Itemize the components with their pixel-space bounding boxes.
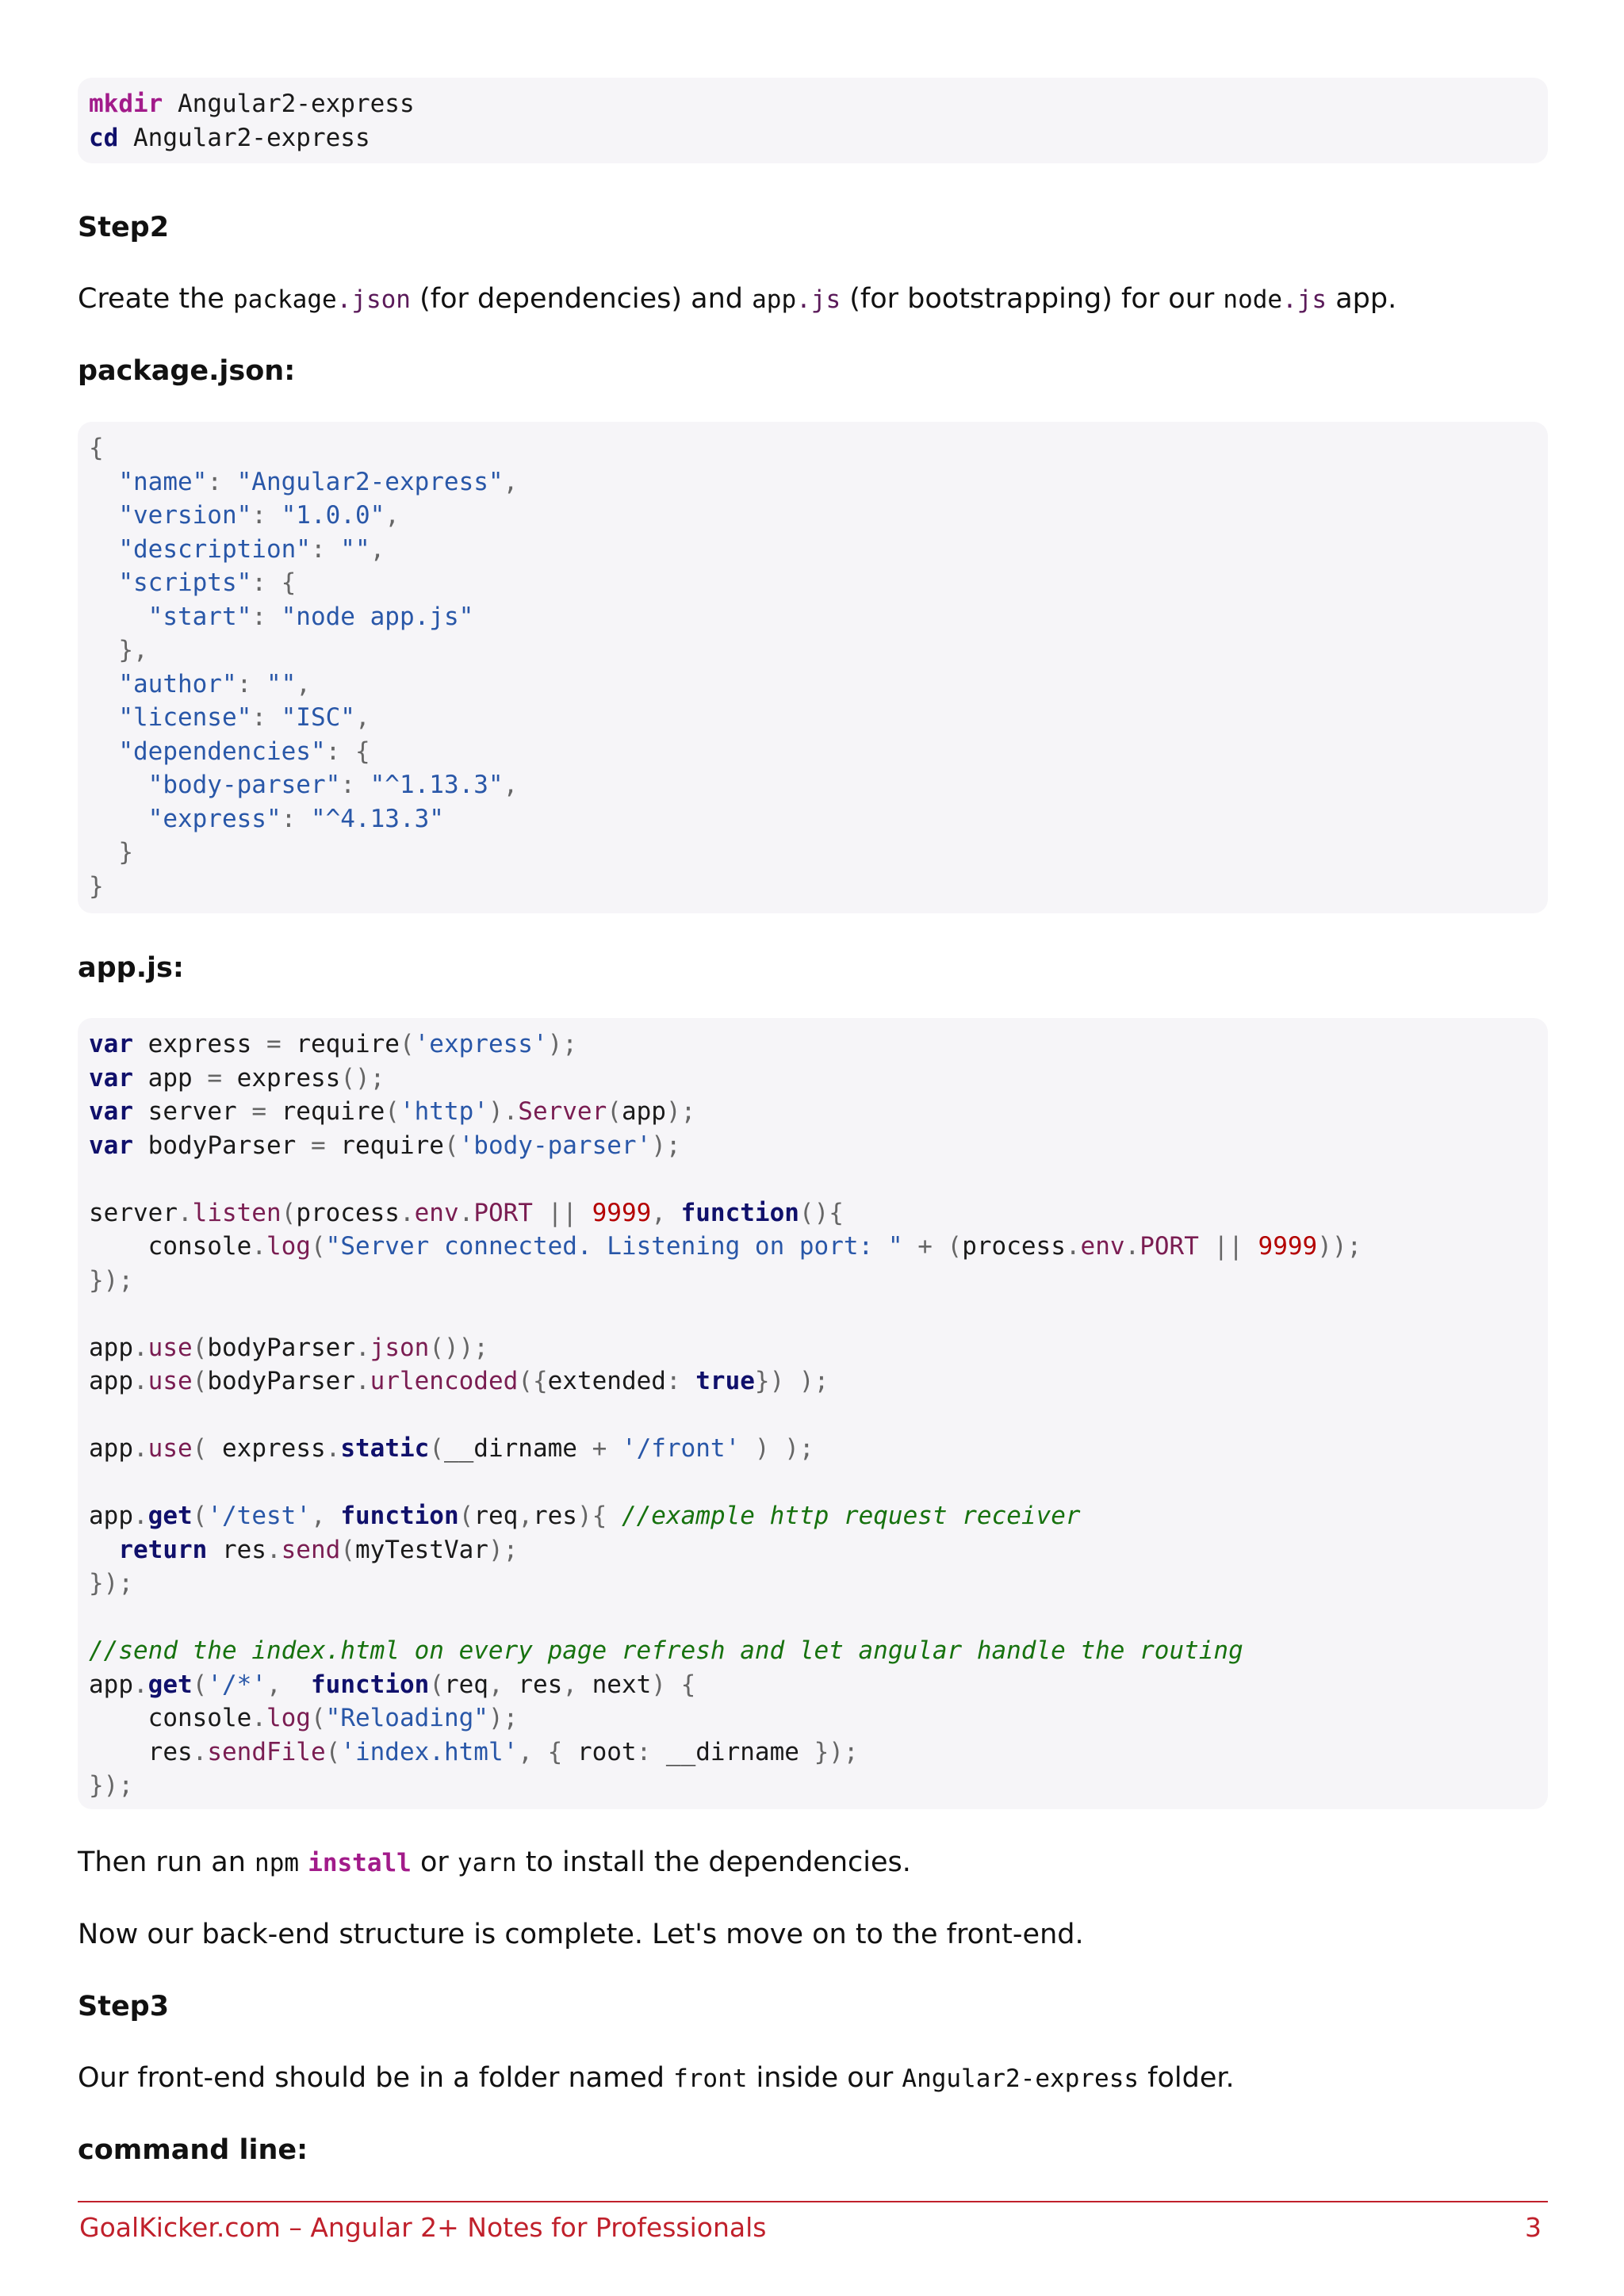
code-token: var (89, 1063, 133, 1093)
code-line (89, 499, 1537, 533)
code-token: ( (458, 1502, 474, 1530)
inline-code: Angular2-express (902, 2064, 1139, 2093)
code-token: "version" (118, 501, 252, 530)
code-token: ()); (429, 1333, 488, 1362)
code-token: var (89, 1131, 133, 1160)
code-token: __dirname (443, 1434, 592, 1463)
code-block-mkdir[interactable] (78, 78, 1548, 163)
code-token: . (399, 1198, 415, 1227)
code-line (89, 1027, 1537, 1062)
code-token (89, 1536, 118, 1564)
code-token: use (147, 1434, 193, 1463)
code-line (89, 1735, 1537, 1770)
code-token: . (133, 1333, 148, 1362)
code-line (89, 1399, 1537, 1433)
code-token: ( (340, 1535, 355, 1564)
text-segment: or (411, 1846, 458, 1878)
code-token: json (370, 1333, 430, 1362)
code-token: . (251, 1704, 266, 1732)
code-token: ( (399, 1030, 415, 1058)
code-token: ( (192, 1434, 222, 1463)
code-token: . (251, 1232, 266, 1261)
code-line (89, 1634, 1537, 1668)
code-token: }); (814, 1737, 859, 1766)
inline-code: .js (796, 285, 841, 314)
page-number: 3 (1525, 2212, 1542, 2243)
code-line (89, 633, 1537, 668)
code-token: . (354, 1333, 370, 1362)
code-token: 'http' (399, 1097, 488, 1126)
code-token: : (340, 771, 370, 799)
code-line (89, 1364, 1537, 1399)
code-line (89, 1701, 1537, 1735)
code-line (89, 1466, 1537, 1500)
code-token: require (266, 1097, 385, 1126)
code-token: : (636, 1737, 666, 1766)
inline-code: .json (336, 285, 411, 314)
code-line (89, 533, 1537, 567)
code-token: Angular2-express (163, 90, 415, 118)
install-text (78, 1845, 911, 1881)
code-block-app-js[interactable] (78, 1018, 1548, 1809)
code-token: req (443, 1670, 488, 1699)
code-token (89, 703, 118, 732)
code-token: app (133, 1063, 208, 1093)
code-line (89, 1567, 1537, 1601)
inline-code: package (233, 285, 337, 314)
code-token (89, 468, 118, 496)
code-token: , { (518, 1737, 577, 1766)
code-token: (){ (799, 1198, 844, 1227)
code-token: ( (443, 1131, 459, 1160)
code-token: "^1.13.3" (370, 771, 504, 799)
code-line (89, 836, 1537, 870)
text-segment: Our front-end should be in a folder named (78, 2062, 674, 2094)
code-token: static (340, 1434, 430, 1463)
code-token: send (281, 1535, 341, 1564)
code-token: //example http request receiver (621, 1502, 1081, 1530)
code-token: + (902, 1232, 948, 1261)
text-segment: folder. (1139, 2062, 1235, 2094)
code-token: app (89, 1333, 133, 1362)
code-line (89, 1230, 1537, 1264)
code-line (89, 1499, 1537, 1533)
code-token: , (266, 1670, 311, 1699)
text-segment: to install the dependencies. (516, 1846, 911, 1878)
code-token: "scripts" (118, 568, 252, 597)
code-token: "ISC" (281, 703, 355, 732)
code-token: app (89, 1502, 133, 1530)
code-token: : { (325, 737, 370, 766)
code-token: 'body-parser' (458, 1131, 652, 1160)
code-token: . (192, 1737, 208, 1766)
code-token: = (207, 1063, 222, 1093)
code-token: , (488, 1670, 519, 1699)
text-segment: Then run an (78, 1846, 255, 1878)
code-token: ); (488, 1535, 519, 1564)
code-token: "1.0.0" (281, 501, 385, 530)
code-token: "start" (147, 602, 252, 631)
code-line (89, 1264, 1537, 1298)
code-token: 9999 (1258, 1232, 1318, 1261)
code-token: { (89, 434, 104, 462)
code-token: = (266, 1030, 282, 1058)
code-token: env (1080, 1232, 1125, 1261)
code-token: || (532, 1198, 592, 1227)
code-token: //send the index.html on every page refresh and let angular handle the routing (89, 1636, 1243, 1665)
code-token: . (1124, 1232, 1140, 1261)
code-token: "Angular2-express" (236, 467, 504, 496)
code-token: (); (340, 1063, 385, 1093)
code-token: "" (340, 534, 370, 564)
code-token: "name" (118, 467, 208, 496)
code-token: "" (266, 669, 297, 698)
code-token: : (251, 703, 282, 732)
code-token: ); (651, 1131, 681, 1160)
code-token: . (133, 1502, 148, 1530)
code-token: app (89, 1434, 133, 1463)
code-token: . (133, 1670, 148, 1699)
code-token: return (118, 1535, 208, 1564)
code-token: "license" (118, 703, 252, 732)
code-token: server (89, 1198, 178, 1227)
code-token: bodyParser (207, 1367, 355, 1395)
code-token: res (207, 1535, 266, 1564)
code-token (89, 771, 148, 799)
code-token (89, 603, 148, 631)
code-token: root (576, 1737, 637, 1766)
code-line (89, 87, 1537, 121)
code-token: : { (251, 568, 297, 597)
code-token: log (266, 1232, 311, 1261)
code-token: , (503, 771, 519, 799)
code-token: use (147, 1333, 193, 1362)
code-token: app (89, 1670, 133, 1699)
code-line (89, 1331, 1537, 1365)
code-token: . (1065, 1232, 1081, 1261)
code-line (89, 1533, 1537, 1567)
code-token: req (473, 1502, 519, 1530)
code-token: , (518, 1502, 533, 1530)
code-token: : (310, 534, 341, 564)
code-token: "node app.js" (281, 602, 474, 631)
code-token: ( (192, 1670, 208, 1699)
code-token: 9999 (592, 1198, 652, 1227)
inline-code: app (752, 285, 797, 314)
code-line (89, 121, 1537, 155)
code-token: PORT (473, 1198, 533, 1227)
code-token: require (325, 1131, 444, 1160)
code-token: var (89, 1097, 133, 1126)
code-token: , (296, 669, 311, 698)
code-token: "body-parser" (147, 771, 341, 799)
footer-link[interactable]: GoalKicker.com – Angular 2+ Notes for Professionals (79, 2212, 767, 2243)
code-token: . (133, 1367, 148, 1395)
code-line (89, 600, 1537, 634)
code-token: function (311, 1670, 430, 1699)
code-token: var (89, 1030, 133, 1058)
code-token: . (133, 1434, 148, 1463)
code-token: . (266, 1535, 282, 1564)
code-line (89, 1601, 1537, 1635)
code-line (89, 566, 1537, 600)
code-token: . (325, 1434, 341, 1463)
code-token: log (266, 1704, 311, 1732)
code-token: ) ); (740, 1434, 814, 1463)
code-token: app (621, 1097, 666, 1126)
code-token: sendFile (207, 1737, 326, 1766)
code-token: + (592, 1434, 622, 1463)
code-token: , (385, 501, 400, 530)
code-token: res (89, 1737, 193, 1766)
inline-code: install (308, 1849, 412, 1877)
code-token: express (222, 1063, 341, 1093)
code-token: cd (89, 123, 119, 152)
code-token: ); (488, 1704, 519, 1732)
code-token: '/*' (207, 1670, 266, 1699)
code-token: "Reloading" (325, 1704, 488, 1732)
code-token: res (532, 1502, 577, 1530)
code-token: = (251, 1097, 266, 1126)
code-token: = (310, 1131, 326, 1160)
code-token: , (651, 1198, 681, 1227)
code-token: }); (89, 1771, 133, 1800)
code-line (89, 701, 1537, 735)
code-token: ( (310, 1704, 326, 1732)
code-token: process (296, 1198, 400, 1227)
code-line (89, 1129, 1537, 1163)
code-token: } (89, 838, 133, 867)
code-token: }); (89, 1265, 133, 1295)
code-token: ( (192, 1367, 208, 1395)
code-token: } (89, 871, 104, 901)
code-token: ( (607, 1097, 622, 1126)
code-token: }, (89, 636, 148, 664)
code-token: . (177, 1198, 193, 1227)
code-token: . (458, 1198, 474, 1227)
code-token: ); (665, 1097, 696, 1126)
footer-divider (78, 2201, 1548, 2202)
code-token: function (680, 1198, 799, 1227)
step3-text (78, 2061, 1235, 2096)
code-line (89, 768, 1537, 802)
code-token: '/test' (207, 1502, 311, 1530)
code-line (89, 1432, 1537, 1466)
code-token: : (251, 501, 282, 530)
code-token: ( (192, 1502, 208, 1530)
inline-code: .js (1282, 285, 1327, 314)
code-token: ( (310, 1232, 326, 1261)
code-token (89, 737, 118, 766)
code-token: 'index.html' (340, 1737, 519, 1766)
code-token: ( (429, 1434, 444, 1463)
code-token: }) ); (754, 1367, 829, 1395)
code-line (89, 465, 1537, 499)
code-token: ) { (651, 1670, 696, 1699)
code-token: "^4.13.3" (310, 804, 444, 833)
code-token: express (222, 1434, 326, 1463)
code-token: require (281, 1030, 400, 1058)
code-token (89, 670, 118, 698)
step2-heading: Step2 (78, 212, 170, 243)
code-line (89, 1062, 1537, 1096)
code-token: "dependencies" (118, 737, 326, 766)
code-token: '/front' (621, 1434, 741, 1463)
code-token: console (89, 1232, 252, 1261)
code-line (89, 735, 1537, 769)
code-token: : (207, 467, 237, 496)
code-token: : (665, 1367, 696, 1395)
code-token: ). (488, 1097, 519, 1126)
code-token: ( (385, 1097, 400, 1126)
code-token (89, 535, 118, 564)
code-line (89, 1297, 1537, 1331)
code-token: "Server connected. Listening on port: " (325, 1232, 903, 1261)
text-segment: (for dependencies) and (410, 283, 753, 315)
code-token (89, 501, 118, 530)
code-token: ( (325, 1737, 341, 1766)
code-token: extended (547, 1367, 666, 1395)
text-segment: app. (1327, 283, 1397, 315)
code-token: res (518, 1670, 563, 1699)
code-token: "description" (118, 534, 311, 564)
code-token: use (147, 1367, 193, 1395)
code-token: , (354, 703, 370, 732)
code-token: bodyParser (207, 1333, 355, 1362)
code-token (89, 568, 118, 597)
code-token: : (251, 602, 282, 631)
text-segment: (for bootstrapping) for our (841, 283, 1224, 315)
code-token: : (236, 669, 266, 698)
inline-code: front (673, 2064, 748, 2093)
code-token: __dirname (665, 1737, 814, 1766)
package-json-heading: package.json: (78, 355, 296, 387)
code-line (89, 1196, 1537, 1230)
code-token: console (89, 1704, 252, 1732)
code-token: }); (89, 1569, 133, 1598)
code-token: urlencoded (370, 1367, 519, 1395)
code-token (89, 805, 148, 833)
code-line (89, 802, 1537, 836)
code-token: listen (192, 1198, 282, 1227)
code-line (89, 870, 1537, 904)
code-token: Server (518, 1097, 607, 1126)
code-token: ){ (576, 1502, 622, 1530)
code-token: next (592, 1670, 652, 1699)
code-token: app (89, 1367, 133, 1395)
code-token: , (311, 1502, 341, 1530)
code-line (89, 1095, 1537, 1129)
code-token: Angular2-express (118, 123, 370, 152)
code-token: process (962, 1232, 1066, 1261)
code-token: express (133, 1030, 266, 1058)
code-token: env (414, 1198, 459, 1227)
code-token: , (503, 467, 519, 496)
code-token: ( (947, 1232, 963, 1261)
backend-complete-text: Now our back-end structure is complete. Let's move on to the front-end. (78, 1919, 1084, 1950)
code-line (89, 1668, 1537, 1702)
code-token: || (1198, 1232, 1258, 1261)
code-token: PORT (1139, 1232, 1199, 1261)
code-token: ({ (518, 1367, 548, 1395)
inline-code: yarn (457, 1849, 517, 1877)
command-line-heading: command line: (78, 2134, 308, 2166)
code-line (89, 1162, 1537, 1196)
code-token: true (695, 1367, 755, 1395)
code-block-package-json[interactable] (78, 422, 1548, 913)
code-line (89, 668, 1537, 702)
code-token: : (281, 804, 311, 833)
code-token: ( (281, 1198, 297, 1227)
code-token: ( (429, 1670, 444, 1699)
text-segment: Create the (78, 283, 233, 315)
code-token: , (562, 1670, 592, 1699)
code-token: get (147, 1670, 193, 1699)
app-js-heading: app.js: (78, 952, 184, 984)
code-token: myTestVar (354, 1535, 488, 1564)
code-token: bodyParser (133, 1131, 311, 1160)
code-token: ( (192, 1333, 208, 1362)
code-token: )); (1317, 1232, 1362, 1261)
step3-heading: Step3 (78, 1991, 170, 2022)
code-line (89, 431, 1537, 465)
code-token: "express" (147, 804, 282, 833)
code-token: function (340, 1502, 459, 1530)
code-token: "author" (118, 669, 237, 698)
code-token: mkdir (89, 90, 163, 118)
code-token: get (147, 1502, 193, 1530)
inline-code: npm (255, 1849, 300, 1877)
code-token: , (370, 534, 385, 564)
code-token: ); (547, 1030, 577, 1058)
code-token: server (133, 1097, 252, 1126)
step2-text (78, 281, 1396, 317)
code-token: 'express' (414, 1030, 548, 1058)
code-line (89, 1769, 1537, 1803)
code-token: . (354, 1367, 370, 1395)
text-segment: inside our (747, 2062, 902, 2094)
inline-code: node (1223, 285, 1283, 314)
